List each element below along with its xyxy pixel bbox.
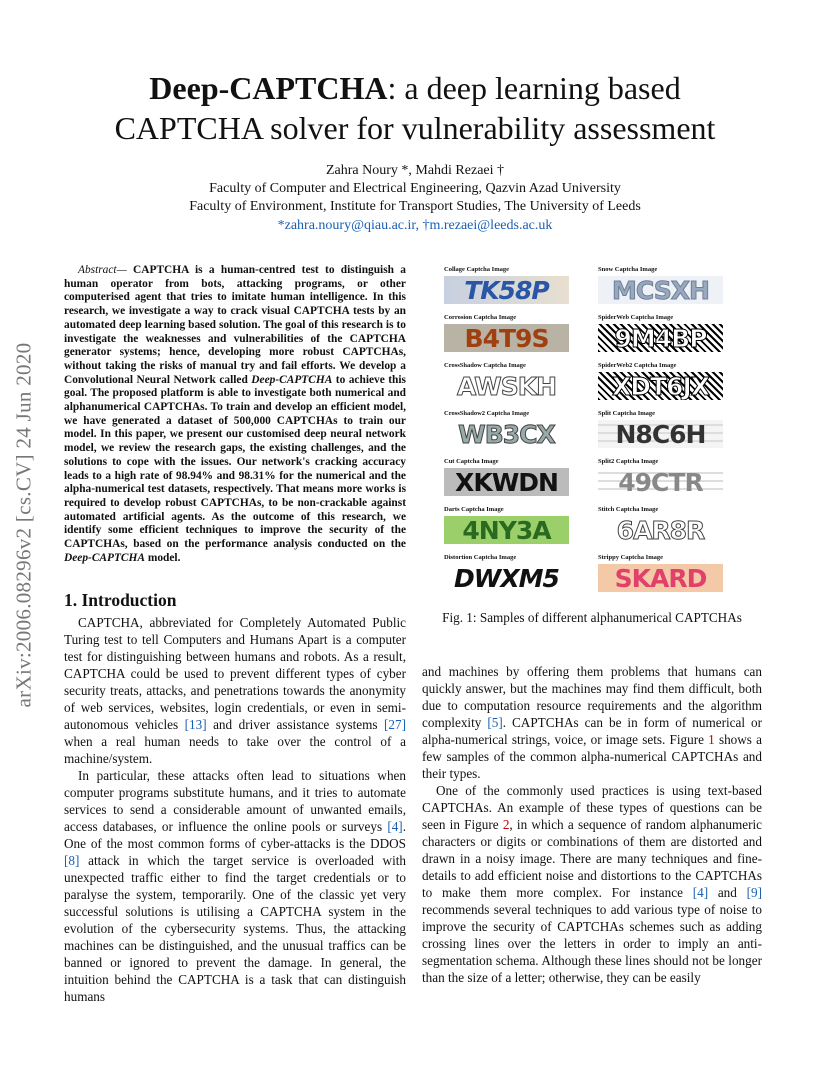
captcha-sample bbox=[444, 458, 604, 506]
captcha-sample bbox=[444, 506, 604, 554]
captcha-sample bbox=[444, 362, 604, 410]
captcha-sample-label: Snow Captcha Image bbox=[598, 266, 658, 273]
captcha-sample-image: AWSKH bbox=[444, 372, 569, 400]
paragraph: and machines by offering them problems that humans can quickly answer, but the machines may find them difficult, both due to computation resource requirements and the algorithm complexity [5]. CAPTCHAs can be in form of numerical or alpha-numerical strings, voice, or image sets. Figure 1 shows a few samples of the common alpha-numerical CAPTCHAs and their types. bbox=[422, 664, 762, 781]
captcha-sample-image: 49CTR bbox=[598, 468, 723, 496]
figure-link[interactable]: 2 bbox=[502, 817, 510, 832]
figure-link[interactable]: 1 bbox=[708, 732, 715, 747]
paragraph: In particular, these attacks often lead to situations when computer programs substitute humans, and it tries to automate services to send a considerable amount of unwanted emails, access databases, or influence the online pools or surveys [4]. One of the most common forms of cyber-attacks is the DDOS [8] attack in which the target service is overloaded with unexpected traffic either to find the target credentials or to paralyse the system, temporarily. One of the classic yet very successful solutions is utilising a CAPTCHA system in the evolution of the cybersecurity systems. Thus, the attacking machines can be distinguished, and the unusual traffics can be banned or ignored to prevent the damage. In general, the intuition behind the CAPTCHA is a task that can distinguish humans bbox=[64, 768, 406, 1004]
captcha-sample-label: Distortion Captcha Image bbox=[444, 554, 517, 561]
affiliation-1: Faculty of Computer and Electrical Engineering, Qazvin Azad University bbox=[209, 181, 621, 196]
captcha-sample-image: DWXM5 bbox=[444, 564, 569, 592]
captcha-sample-image: N8C6H bbox=[598, 420, 723, 448]
captcha-sample bbox=[598, 458, 758, 506]
captcha-sample-image: WB3CX bbox=[444, 420, 569, 448]
captcha-sample bbox=[598, 410, 758, 458]
captcha-sample-image: MCSXH bbox=[598, 276, 723, 304]
captcha-sample-label: Split2 Captcha Image bbox=[598, 458, 659, 465]
captcha-sample-label: Split Captcha Image bbox=[598, 410, 656, 417]
title-rest: : a deep learning based bbox=[387, 70, 681, 106]
title-bold: Deep-CAPTCHA bbox=[149, 70, 388, 106]
captcha-sample-image: 4NY3A bbox=[444, 516, 569, 544]
abstract-heading: Abstract— bbox=[78, 264, 127, 276]
citation-link[interactable]: [9] bbox=[746, 885, 763, 900]
captcha-sample-label: CrossShadow Captcha Image bbox=[444, 362, 526, 369]
captcha-sample bbox=[444, 314, 604, 362]
captcha-sample-label: Cut Captcha Image bbox=[444, 458, 499, 465]
captcha-sample-image: TK58P bbox=[444, 276, 569, 304]
captcha-sample-image: XDT6JX bbox=[598, 372, 723, 400]
affiliation-2: Faculty of Environment, Institute for Transport Studies, The University of Leeds bbox=[189, 199, 641, 214]
citation-link[interactable]: [4] bbox=[692, 885, 709, 900]
intro-left-column bbox=[64, 614, 406, 1005]
captcha-sample bbox=[598, 362, 758, 410]
abstract: Abstract— CAPTCHA is a human-centred test to distinguish a human operator from bots, attacking programs, or other computerised agent that tries to imitate human intelligence. In this research, we investigate a way to crack visual CAPTCHA tests by an automated deep learning based solution. The goal of this research is to investigate the weaknesses and vulnerabilities of the CAPTCHA generator systems; hence, developing more robust CAPTCHAs, without taking the risks of manual try and fail efforts. We develop a Convolutional Neural Network called Deep-CAPTCHA to achieve this goal. The proposed platform is able to investigate both numerical and alphanumerical CAPTCHAs. To train and develop an efficient model, we have generated a dataset of 500,000 CAPTCHAs to train our model. In this paper, we present our customised deep neural network model, we review the research gaps, the existing challenges, and the solutions to cope with the issues. Our network's cracking accuracy leads to a high rate of 98.94% and 98.31% for the numerical and the alpha-numerical test datasets, respectively. That means more works is required to develop robust CAPTCHAs, to be non-crackable against automated artificial agents. As the outcome of this research, we identify some efficient techniques to improve the security of the CAPTCHAs, based on the performance analysis conducted on the Deep-CAPTCHA model. bbox=[64, 264, 406, 564]
captcha-sample-image: 9M4BP bbox=[598, 324, 723, 352]
figure-caption: Fig. 1: Samples of different alphanumerical CAPTCHAs bbox=[442, 610, 742, 625]
authors: Zahra Noury *, Mahdi Rezaei † bbox=[325, 163, 505, 178]
paragraph: One of the commonly used practices is using text-based CAPTCHAs. An example of these types of questions can be seen in Figure 2, in which a sequence of random alphanumeric characters or digits or combinations of them are distorted and drawn in a noisy image. There are many techniques and fine-details to add efficient noise and distortions to the CAPTCHAs to make them more complex. For instance [4] and [9] recommends several techniques to add various type of noise to improve the security of CAPTCHAs schemes such as adding crossing lines over the letters in order to imply an anti-segmentation schema. Although these lines should not be longer than the size of a letter; otherwise, they can be easily bbox=[422, 783, 763, 985]
captcha-sample bbox=[444, 266, 604, 314]
citation-link[interactable]: [13] bbox=[184, 717, 207, 732]
citation-link[interactable]: [8] bbox=[64, 853, 80, 868]
captcha-sample bbox=[444, 410, 604, 458]
paper-title bbox=[80, 68, 750, 148]
citation-link[interactable]: [5] bbox=[487, 715, 503, 730]
captcha-sample bbox=[598, 266, 758, 314]
citation-link[interactable]: [4] bbox=[387, 819, 403, 834]
arxiv-identifier: arXiv:2006.08296v2 [cs.CV] 24 Jun 2020 bbox=[11, 342, 36, 708]
figure-captcha-samples bbox=[444, 266, 762, 606]
citation-link[interactable]: [27] bbox=[384, 717, 406, 732]
title-line2: CAPTCHA solver for vulnerability assessment bbox=[114, 110, 716, 146]
captcha-sample-label: Collage Captcha Image bbox=[444, 266, 509, 273]
intro-right-column bbox=[422, 663, 762, 986]
captcha-sample-label: Strippy Captcha Image bbox=[598, 554, 664, 561]
captcha-sample-image: 6AR8R bbox=[598, 516, 723, 544]
captcha-sample bbox=[598, 554, 758, 602]
captcha-sample bbox=[598, 314, 758, 362]
captcha-sample-label: CrossShadow2 Captcha Image bbox=[444, 410, 530, 417]
captcha-sample bbox=[444, 554, 604, 602]
paragraph: CAPTCHA, abbreviated for Completely Automated Public Turing test to tell Computers and Humans Apart is a computer test for distinguishing between humans and robots. As a result, CAPTCHA could be used to prevent different types of cyber security treats, attacks, and penetrations towards the anonymity of web services, websites, login credentials, or even in semi-autonomous vehicles [13] and driver assistance systems [27] when a real human needs to take over the control of a machine/system. bbox=[64, 615, 407, 766]
captcha-sample-label: Corrosion Captcha Image bbox=[444, 314, 517, 321]
captcha-sample-label: Darts Captcha Image bbox=[444, 506, 504, 513]
captcha-sample-label: SpiderWeb Captcha Image bbox=[598, 314, 674, 321]
captcha-sample-label: Stitch Captcha Image bbox=[598, 506, 659, 513]
author-emails[interactable]: *zahra.noury@qiau.ac.ir, †m.rezaei@leeds.ac.uk bbox=[277, 218, 553, 233]
captcha-sample-image: B4T9S bbox=[444, 324, 569, 352]
captcha-sample bbox=[598, 506, 758, 554]
captcha-sample-image: XKWDN bbox=[444, 468, 569, 496]
captcha-sample-image: SKARD bbox=[598, 564, 723, 592]
section-heading-introduction: 1. Introduction bbox=[64, 590, 177, 610]
captcha-sample-label: SpiderWeb2 Captcha Image bbox=[598, 362, 677, 369]
